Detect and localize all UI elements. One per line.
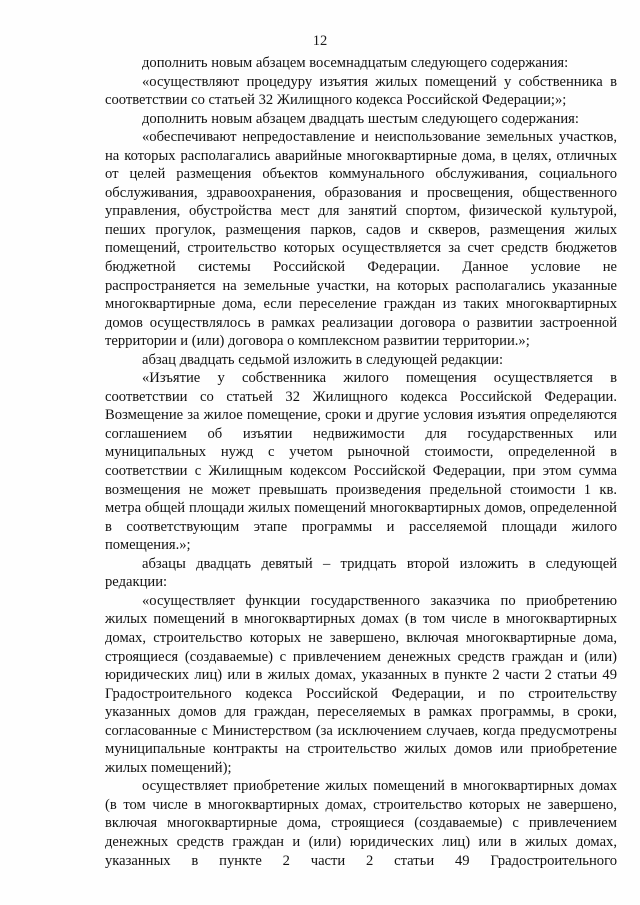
paragraph-amendment-intro-29-32: абзацы двадцать девятый – тридцать второй изложить в следующей редакции:: [105, 555, 617, 591]
paragraph-quote-seizure-compensation: «Изъятие у собственника жилого помещения осуществляется в соответствии со статьей 32 Жилищного кодекса Российской Федерации. Возмещение за жилое помещение, сроки и другие условия изъятия определяются соглашением об изъятии недвижимости для государственных или муниципальных нужд с учетом рыночной стоимости, определенной в соответствии с Жилищным кодексом Российской Федерации, при этом сумма возмещения не может превышать произведения предельной стоимости 1 кв. метра общей площади жилых помещений многоквартирных домов, определенной в соответствующим этапе программы и расселяемой площади жилого помещения.»;: [105, 370, 617, 554]
paragraph-amendment-intro-26: дополнить новым абзацем двадцать шестым следующего содержания:: [142, 110, 579, 127]
paragraph-quote-state-customer: «осуществляет функции государственного заказчика по приобретению жилых помещений в многоквартирных домах (в том числе в многоквартирных домах, строительство которых не завершено, включая многоквартирные дома, строящиеся (создаваемые) с привлечением денежных средств граждан и (или) юридических лиц) или в жилых домах, указанных в пункте 2 части 2 статьи 49 Градостроительного кодекса Российской Федерации, и по строительству указанных домов для граждан, переселяемых в рамках программы, в сроки, согласованные с Министерством (за исключением случаев, когда предусмотрены муниципальные контракты на строительство жилых домов или приобретение жилых помещений);: [105, 592, 617, 776]
page-number: 12: [312, 33, 328, 49]
document-body: [105, 54, 617, 870]
paragraph-amendment-intro-27: абзац двадцать седьмой изложить в следующей редакции:: [142, 351, 504, 368]
paragraph-quote-seizure-procedure: «осуществляют процедуру изъятия жилых помещений у собственника в соответствии со статьей 32 Жилищного кодекса Российской Федерации;»;: [105, 73, 617, 109]
paragraph-quote-land-use: «обеспечивают непредоставление и неиспользование земельных участков, на которых располагались аварийные многоквартирные дома, в целях, отличных от целей размещения объектов коммунального обслуживания, социального обслуживания, здравоохранения, образования и просвещения, общественного управления, обустройства мест для занятий спортом, физической культурой, пеших прогулок, размещения парков, садов и скверов, размещения жилых помещений, строительство которых осуществляется за счет средств бюджетов бюджетной системы Российской Федерации. Данное условие не распространяется на земельные участки, на которых располагались указанные многоквартирные дома, если переселение граждан из таких многоквартирных домов осуществлялось в рамках реализации договора о развитии застроенной территории и (или) договора о комплексном развитии территории.»;: [105, 129, 617, 350]
paragraph-amendment-intro-18: дополнить новым абзацем восемнадцатым следующего содержания:: [142, 55, 569, 71]
paragraph-quote-acquisition: осуществляет приобретение жилых помещений в многоквартирных домах (в том числе в многоквартирных домах, строительство которых не завершено, включая многоквартирные дома, строящиеся (создаваемые) с привлечением денежных средств граждан и (или) юридических лиц) или в жилых домах, указанных в пункте 2 части 2 статьи 49 Градостроительного: [105, 778, 617, 869]
